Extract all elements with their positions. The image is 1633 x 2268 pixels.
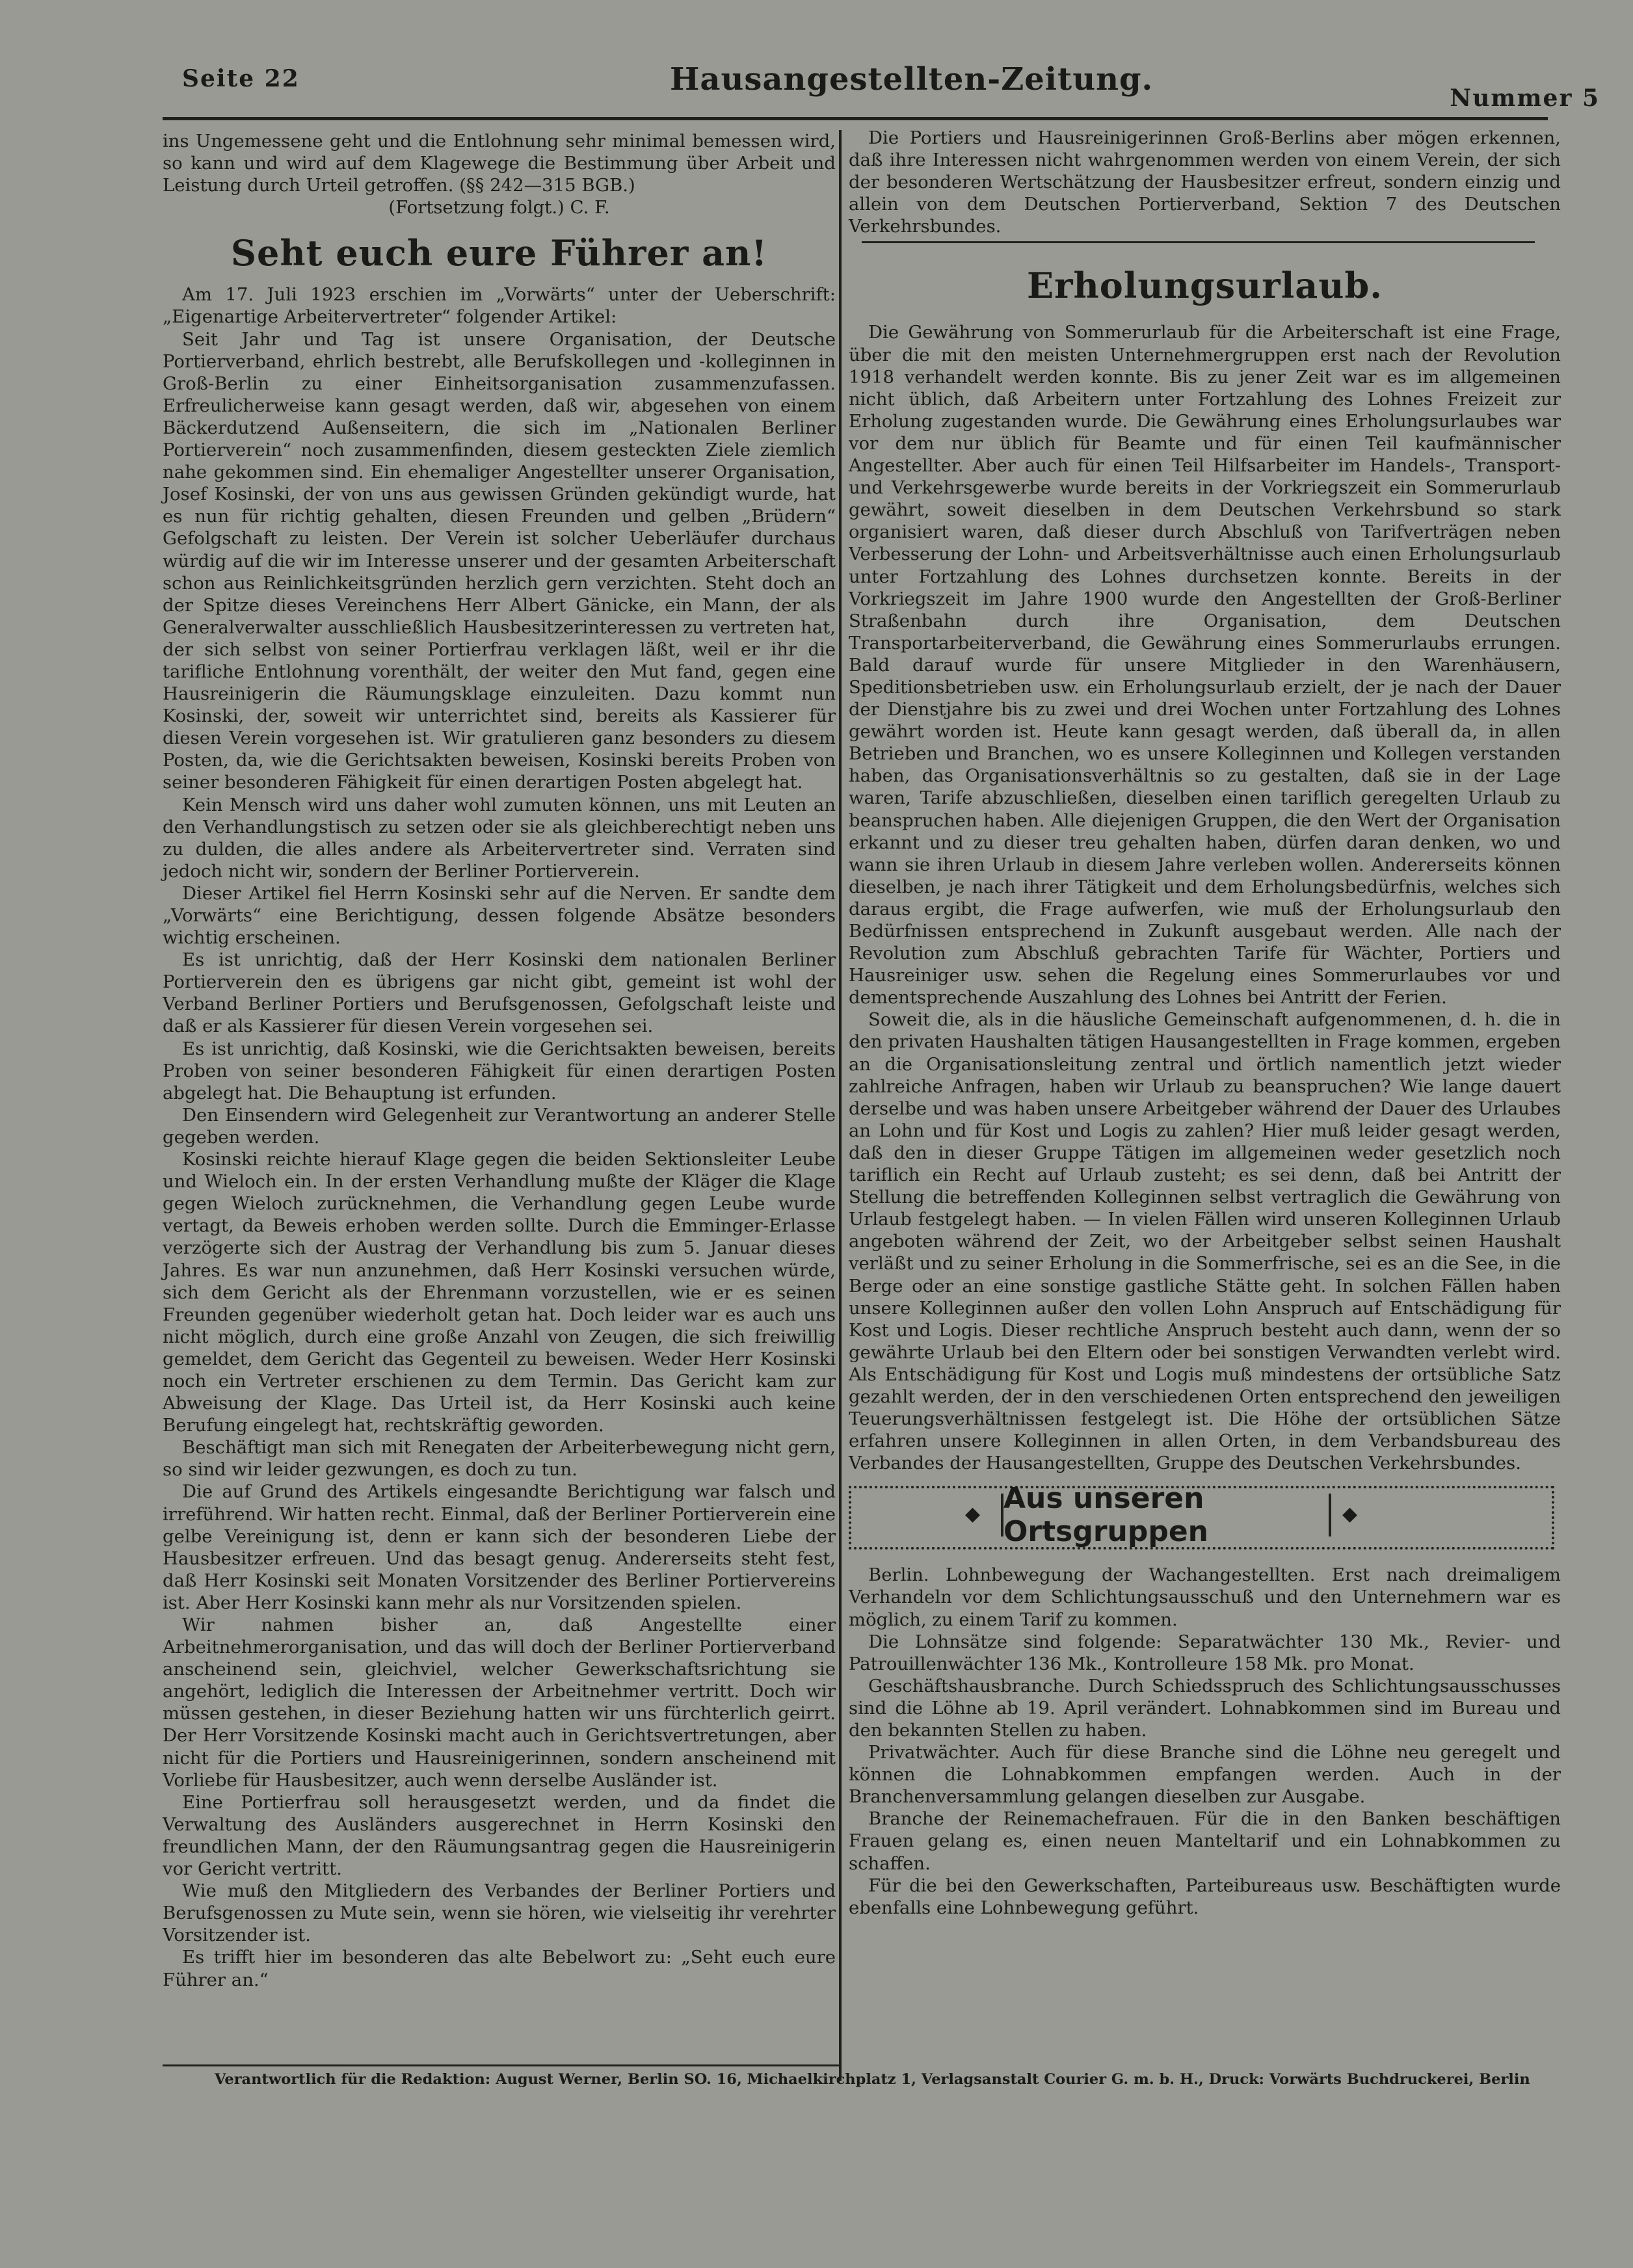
issue-number: Nummer 5 [1450, 85, 1600, 112]
local-news-item: Branche der Reinemachefrauen. Für die in den Banken beschäftigen Frauen gelang es, einen neuen Manteltarif und ein Lohnabkommen zu schaffen. [849, 1808, 1561, 1874]
article-paragraph: Die Portiers und Hausreinigerinnen Groß-Berlins aber mögen erkennen, daß ihre Interessen nicht wahrgenommen werden von einem Verein, der sich der besonderen Wertschätzung der Hausbesitzer erfreut, sondern einzig und allein von dem Deutschen Portierverband, Sektion 7 des Deutschen Verkehrsbundes. [849, 127, 1561, 237]
article-paragraph: Den Einsendern wird Gelegenheit zur Verantwortung an anderer Stelle gegeben werden. [163, 1104, 836, 1148]
diamond-icon: ◆ [965, 1503, 981, 1526]
page-number: Seite 22 [182, 65, 300, 92]
local-news-item: Die Lohnsätze sind folgende: Separatwächter 130 Mk., Revier- und Patrouillenwächter 136 Mk., Kontrolleure 158 Mk. pro Monat. [849, 1631, 1561, 1674]
header-rule [163, 117, 1548, 120]
article-paragraph: Es ist unrichtig, daß Kosinski, wie die Gerichtsakten beweisen, bereits Proben von seiner besonderen Fähigkeit für einen derartigen Posten abgelegt hat. Die Behauptung ist erfunden. [163, 1038, 836, 1103]
right-column [849, 127, 1561, 1919]
local-news-item: Geschäftshausbranche. Durch Schiedsspruch des Schlichtungsausschusses sind die Löhne ab 19. April verändert. Lohnabkommen sind im Bureau und den bekannten Stellen zu haben. [849, 1675, 1561, 1741]
page-header [163, 61, 1600, 112]
article-paragraph: Die Gewährung von Sommerurlaub für die Arbeiterschaft ist eine Frage, über die mit den meisten Unternehmergruppen erst nach der Revolution 1918 verhandelt werden konnte. Bis zu jener Zeit war es im allgemeinen nicht üblich, daß Arbeitern unter Fortzahlung des Lohnes Freizeit zur Erholung zugestanden wurde. Die Gewährung eines Erholungsurlaubes war vor dem nur üblich für Beamte und für einen Teil kaufmännischer Angestellter. Aber auch für einen Teil Hilfsarbeiter im Handels-, Transport- und Verkehrsgewerbe wurde bereits in der Vorkriegszeit ein Sommerurlaub gewährt, soweit dieselben in dem Deutschen Verkehrsbund so stark organisiert waren, daß dieser durch Abschluß von Tarifverträgen neben Verbesserung der Lohn- und Arbeitsverhältnisse auch einen Erholungsurlaub unter Fortzahlung des Lohnes durchsetzen konnte. Bereits in der Vorkriegszeit im Jahre 1900 wurde den Angestellten der Groß-Berliner Straßenbahn durch ihre Organisation, dem Deutschen Transportarbeiterverband, die Gewährung eines Sommerurlaubs errungen. Bald darauf wurde für unsere Mitglieder in den Warenhäusern, Speditionsbetrieben usw. ein Erholungsurlaub erzielt, der je nach der Dauer der Dienstjahre bis zu zwei und drei Wochen unter Fortzahlung des Lohnes gewährt worden ist. Heute kann gesagt werden, daß überall da, in allen Betrieben und Branchen, wo es unsere Kolleginnen und Kollegen verstanden haben, das Organisationsverhältnis so zu gestalten, daß sie in der Lage waren, Tarife abzuschließen, dieselben einen tariflich geregelten Urlaub zu beanspruchen haben. Alle diejenigen Gruppen, die den Wert der Organisation erkannt und zu dieser treu gehalten haben, dürfen daran denken, wo und wann sie ihren Urlaub in diesem Jahre verleben wollen. Andererseits können dieselben, je nach ihrer Tätigkeit und dem Erholungsbedürfnis, welches sich daraus ergibt, die Frage aufwerfen, wie muß der Erholungsurlaub den Bedürfnissen entsprechend in Zukunft ausgebaut werden. Alle nach der Revolution zum Abschluß gebrachten Tarife für Wächter, Portiers und Hausreiniger usw. sehen die Regelung eines Sommerurlaubes vor und dementsprechende Auszahlung des Lohnes bei Antritt der Ferien. [849, 322, 1561, 1009]
article-separator [862, 241, 1535, 243]
imprint-line: Verantwortlich für die Redaktion: August Werner, Berlin SO. 16, Michaelkirchplatz 1, Verlagsanstalt Courier G. m. b. H., Druck: Vorwärts Buchdruckerei, Berlin [215, 2071, 1530, 2088]
article-paragraph: Kein Mensch wird uns daher wohl zumuten können, uns mit Leuten an den Verhandlungstisch zu setzen oder sie als gleichberechtigt neben uns zu dulden, die alles andere als Arbeitervertreter sind. Verraten sind jedoch nicht wir, sondern der Berliner Portierverein. [163, 794, 836, 882]
article-paragraph: Soweit die, als in die häusliche Gemeinschaft aufgenommenen, d. h. die in den privaten Haushalten tätigen Hausangestellten in Frage kommen, ergeben an die Organisationsleitung zentral und örtlich namentlich jetzt wieder zahlreiche Anfragen, haben wir Urlaub zu beanspruchen? Wie lange dauert derselbe und was haben unsere Arbeitgeber während der Dauer des Urlaubes an Lohn und für Kost und Logis zu zahlen? Hier muß leider gesagt werden, daß den in dieser Gruppe Tätigen im allgemeinen weder gesetzlich noch tariflich ein Recht auf Urlaub zusteht; es sei denn, daß bei Antritt der Stellung die betreffenden Kolleginnen selbst vertraglich die Gewährung von Urlaub festgelegt haben. — In vielen Fällen wird unseren Kolleginnen Urlaub angeboten während der Zeit, wo der Arbeitgeber selbst seinen Haushalt verläßt und zu seiner Erholung in die Sommerfrische, sei es an die See, in die Berge oder an eine sonstige gastliche Stätte geht. In solchen Fällen haben unsere Kolleginnen außer den vollen Lohn Anspruch auf Entschädigung für Kost und Logis. Dieser rechtliche Anspruch besteht auch dann, wenn der so gewährte Urlaub bei den Eltern oder bei sonstigen Verwandten verlebt wird. Als Entschädigung für Kost und Logis muß mindestens der ortsübliche Satz gezahlt werden, der in den verschiedenen Orten entsprechend den jeweiligen Teuerungsverhältnissen festgelegt ist. Die Höhe der ortsüblichen Sätze erfahren unsere Kolleginnen in allen Orten, in dem Verbandsbureau des Verbandes der Hausangestellten, Gruppe des Deutschen Verkehrsbundes. [849, 1009, 1561, 1474]
section-title: Aus unseren Ortsgruppen [1001, 1494, 1331, 1536]
local-news-item: Privatwächter. Auch für diese Branche sind die Löhne neu geregelt und können die Lohnabkommen empfangen werden. Auch in der Branchenversammlung gelangen dieselben zur Ausgabe. [849, 1742, 1561, 1808]
article-paragraph: Am 17. Juli 1923 erschien im „Vorwärts“ unter der Ueberschrift: „Eigenartige Arbeitervertreter“ folgender Artikel: [163, 284, 836, 328]
article-headline: Erholungsurlaub. [1026, 265, 1383, 307]
local-news-item: Berlin. Lohnbewegung der Wachangestellten. Erst nach dreimaligem Verhandeln vor dem Schlichtungsausschuß und den Unternehmern war es möglich, zu einem Tarif zu kommen. [849, 1564, 1561, 1630]
article-paragraph: Seit Jahr und Tag ist unsere Organisation, der Deutsche Portierverband, ehrlich bestrebt, alle Berufskollegen und -kolleginnen in Groß-Berlin zu einer Einheitsorganisation zusammenzufassen. Erfreulicherweise kann gesagt werden, daß wir, abgesehen von einem Bäckerdutzend Außenseitern, die sich im „Nationalen Berliner Portierverein“ noch zusammenfinden, diesem gesteckten Ziele ziemlich nahe gekommen sind. Ein ehemaliger Angestellter unserer Organisation, Josef Kosinski, der von uns aus gewissen Gründen gekündigt wurde, hat es nun für richtig gehalten, diesen Freunden und gelben „Brüdern“ Gefolgschaft zu leisten. Der Verein ist solcher Ueberläufer durchaus würdig auf die wir im Interesse unserer und der gesamten Arbeiterschaft schon aus Reinlichkeitsgründen herzlich gern verzichten. Steht doch an der Spitze dieses Vereinchens Herr Albert Gänicke, ein Mann, der als Generalverwalter ausschließlich Hausbesitzerinteressen zu vertreten hat, der sich selbst von seiner Portierfrau verklagen läßt, weil er ihr die tarifliche Entlohnung vorenthält, der weiter den Mut fand, gegen eine Hausreinigerin die Räumungsklage einzuleiten. Dazu kommt nun Kosinski, der, soweit wir unterrichtet sind, bereits als Kassierer für diesen Verein vorgesehen ist. Wir gratulieren ganz besonders zu diesem Posten, da, wie die Gerichtsakten beweisen, Kosinski bereits Proben von seiner besonderen Fähigkeit für einen derartigen Posten abgelegt hat. [163, 328, 836, 793]
diamond-icon: ◆ [1342, 1503, 1358, 1526]
left-column [163, 130, 836, 1991]
article-paragraph: Die auf Grund des Artikels eingesandte Berichtigung war falsch und irreführend. Wir hatten recht. Einmal, daß der Berliner Portierverein eine gelbe Vereinigung ist, denn er kann sich der besonderen Liebe der Hausbesitzer erfreuen. Und das besagt genug. Andererseits steht fest, daß Herr Kosinski seit Monaten Vorsitzender des Berliner Portiervereins ist. Aber Herr Kosinski kann mehr als nur Vorsitzenden spielen. [163, 1481, 836, 1613]
article-paragraph: Es ist unrichtig, daß der Herr Kosinski dem nationalen Berliner Portierverein den es übrigens gar nicht gibt, gemeint ist wohl der Verband Berliner Portiers und Berufsgenossen, Gefolgschaft leiste und daß er als Kassierer für diesen Verein vorgesehen sei. [163, 949, 836, 1037]
article-paragraph: Wir nahmen bisher an, daß Angestellte einer Arbeitnehmerorganisation, und das will doch der Berliner Portierverband anscheinend sein, gleichviel, welcher Gewerkschaftsrichtung sie angehört, lediglich die Interessen der Arbeitnehmer vertritt. Doch wir müssen gestehen, in dieser Beziehung hatten wir uns fürchterlich geirrt. Der Herr Vorsitzende Kosinski macht auch in Gerichtsvertretungen, aber nicht für die Portiers und Hausreinigerinnen, sondern anscheinend mit Vorliebe für Hausbesitzer, auch wenn derselbe Ausländer ist. [163, 1615, 836, 1791]
section-box [849, 1482, 1554, 1549]
article-paragraph: Kosinski reichte hierauf Klage gegen die beiden Sektionsleiter Leube und Wieloch ein. In der ersten Verhandlung mußte der Kläger die Klage gegen Wieloch zurücknehmen, die Verhandlung gegen Leube wurde vertagt, da Beweis erhoben werden sollte. Durch die Emminger-Erlasse verzögerte sich der Austrag der Verhandlung bis zum 5. Januar dieses Jahres. Es war nun anzunehmen, daß Herr Kosinski versuchen würde, sich dem Gericht als der Ehrenmann vorzustellen, wie er es seinen Freunden gegenüber wiederholt getan hat. Doch leider war es auch uns nicht möglich, durch eine große Anzahl von Zeugen, die sich freiwillig gemeldet, dem Gericht das Gegenteil zu beweisen. Weder Herr Kosinski noch ein Vertreter erschienen zu dem Termin. Das Gericht kam zur Abweisung der Klage. Das Urteil ist, da Herr Kosinski auch keine Berufung eingelegt hat, rechtskräftig geworden. [163, 1149, 836, 1436]
article-paragraph: Wie muß den Mitgliedern des Verbandes der Berliner Portiers und Berufsgenossen zu Mute sein, wenn sie hören, wie vielseitig ihr verehrter Vorsitzender ist. [163, 1880, 836, 1946]
column-divider [839, 130, 842, 2081]
article-paragraph: Eine Portierfrau soll herausgesetzt werden, und da findet die Verwaltung des Ausländers ausgerechnet in Herrn Kosinski den freundlichen Mann, der den Räumungsantrag gegen die Hausreinigerin vor Gericht vertritt. [163, 1791, 836, 1880]
footer-rule [163, 2064, 839, 2066]
article-paragraph: Es trifft hier im besonderen das alte Bebelwort zu: „Seht euch eure Führer an.“ [163, 1947, 836, 1990]
article-paragraph: Dieser Artikel fiel Herrn Kosinski sehr auf die Nerven. Er sandte dem „Vorwärts“ eine Berichtigung, dessen folgende Absätze besonders wichtig erscheinen. [163, 882, 836, 949]
newspaper-title: Hausangestellten-Zeitung. [670, 61, 1154, 98]
article-continuation: ins Ungemessene geht und die Entlohnung sehr minimal bemessen wird, so kann und wird auf dem Klagewege die Bestimmung über Arbeit und Leistung durch Urteil getroffen. (§§ 242—315 BGB.) [163, 131, 836, 196]
continuation-note: (Fortsetzung folgt.) C. F. [388, 197, 610, 218]
article-paragraph: Beschäftigt man sich mit Renegaten der Arbeiterbewegung nicht gern, so sind wir leider gezwungen, es doch zu tun. [163, 1437, 836, 1481]
local-news-item: Für die bei den Gewerkschaften, Parteibureaus usw. Beschäftigten wurde ebenfalls eine Lohnbewegung geführt. [849, 1875, 1561, 1918]
article-headline: Seht euch eure Führer an! [230, 232, 768, 274]
